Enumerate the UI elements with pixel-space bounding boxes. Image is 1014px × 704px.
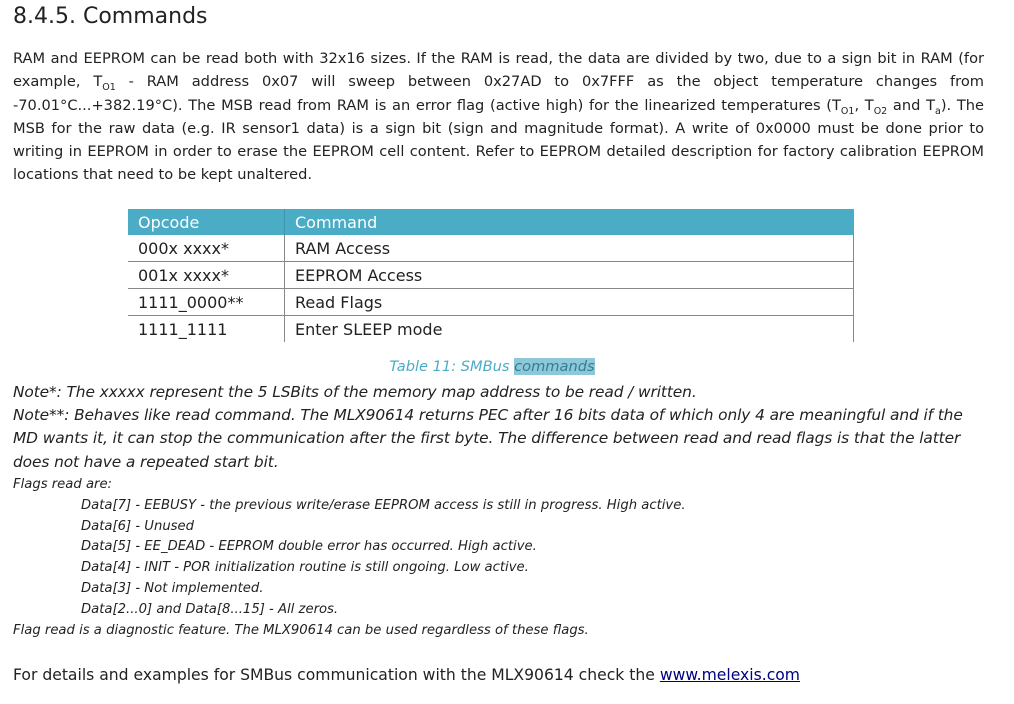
footer-line — [13, 666, 800, 684]
table-row — [128, 262, 854, 289]
flag-item: Data[5] - EE_DEAD - EEPROM double error has occurred. High active. — [81, 539, 537, 555]
notes-block — [13, 381, 988, 474]
intro-text-1: RAM and EEPROM can be read both with 32x16 sizes. If the RAM is read, the data are divided by two, due to a sign bit in RAM (for example, T — [13, 50, 984, 91]
command-cell: Read Flags — [285, 289, 854, 316]
flag-item: Data[4] - INIT - POR initialization routine is still ongoing. Low active. — [81, 560, 529, 576]
table-row — [128, 289, 854, 316]
subscript-o2: O2 — [873, 105, 888, 117]
caption-prefix: Table 11: SMBus — [389, 358, 515, 375]
table-row — [128, 235, 854, 262]
section-number: 8.4.5. — [13, 4, 76, 29]
subscript-a: a — [935, 105, 941, 117]
intro-text-2: - RAM address 0x07 will sweep between 0x27AD to 0x7FFF as the object temperature changes from -70.01°C...+382.19°C). The MSB read from RAM is an error flag (active high) for the linearized temperatures (T — [13, 73, 984, 114]
command-cell: Enter SLEEP mode — [285, 316, 854, 343]
opcode-cell: 1111_0000** — [128, 289, 285, 316]
intro-text-4: and T — [887, 96, 935, 114]
section-heading — [13, 4, 208, 29]
header-opcode: Opcode — [128, 209, 285, 235]
opcode-cell: 000x xxxx* — [128, 235, 285, 262]
intro-paragraph — [13, 47, 984, 187]
commands-table — [128, 209, 854, 342]
footer-text: For details and examples for SMBus communication with the MLX90614 check the — [13, 666, 660, 684]
header-command: Command — [285, 209, 854, 235]
command-cell: EEPROM Access — [285, 262, 854, 289]
subscript-o1: O1 — [102, 82, 116, 94]
flags-intro: Flags read are: — [13, 477, 113, 492]
opcode-cell: 1111_1111 — [138, 319, 228, 339]
flags-outro: Flag read is a diagnostic feature. The MLX90614 can be used regardless of these flags. — [13, 622, 589, 638]
table-caption — [0, 358, 984, 375]
flags-block — [13, 475, 988, 641]
flag-item: Data[7] - EEBUSY - the previous write/erase EEPROM access is still in progress. High active. — [81, 497, 686, 513]
section-title: Commands — [82, 4, 208, 29]
melexis-link[interactable]: www.melexis.com — [659, 666, 800, 684]
flag-item: Data[2...0] and Data[8...15] - All zeros. — [81, 601, 339, 617]
opcode-cell: 001x xxxx* — [128, 262, 285, 289]
intro-text-5: ). The MSB for the raw data (e.g. IR sensor1 data) is a sign bit (sign and magnitude format). A write of 0x0000 must be done prior to writing in EEPROM in order to erase the EEPROM cell content. Refer to EEPROM detailed description for factory calibration EEPROM locations that need to be kept unaltered. — [13, 96, 984, 184]
note-2: Note**: Behaves like read command. The MLX90614 returns PEC after 16 bits data of which only 4 are meaningful and if the MD wants it, it can stop the communication after the first byte. The difference between read and read flags is that the latter does not have a repeated start bit. — [13, 406, 963, 471]
subscript-o1-b: O1 — [840, 105, 855, 117]
table-header-row — [128, 209, 854, 235]
intro-text-3: , T — [854, 96, 874, 114]
flag-item: Data[6] - Unused — [81, 518, 195, 534]
command-cell: RAM Access — [285, 235, 854, 262]
flag-item: Data[3] - Not implemented. — [81, 580, 264, 596]
caption-highlighted-word[interactable]: commands — [514, 358, 595, 375]
note-1: Note*: The xxxxx represent the 5 LSBits of the memory map address to be read / written. — [13, 383, 697, 401]
table-row — [128, 316, 854, 343]
